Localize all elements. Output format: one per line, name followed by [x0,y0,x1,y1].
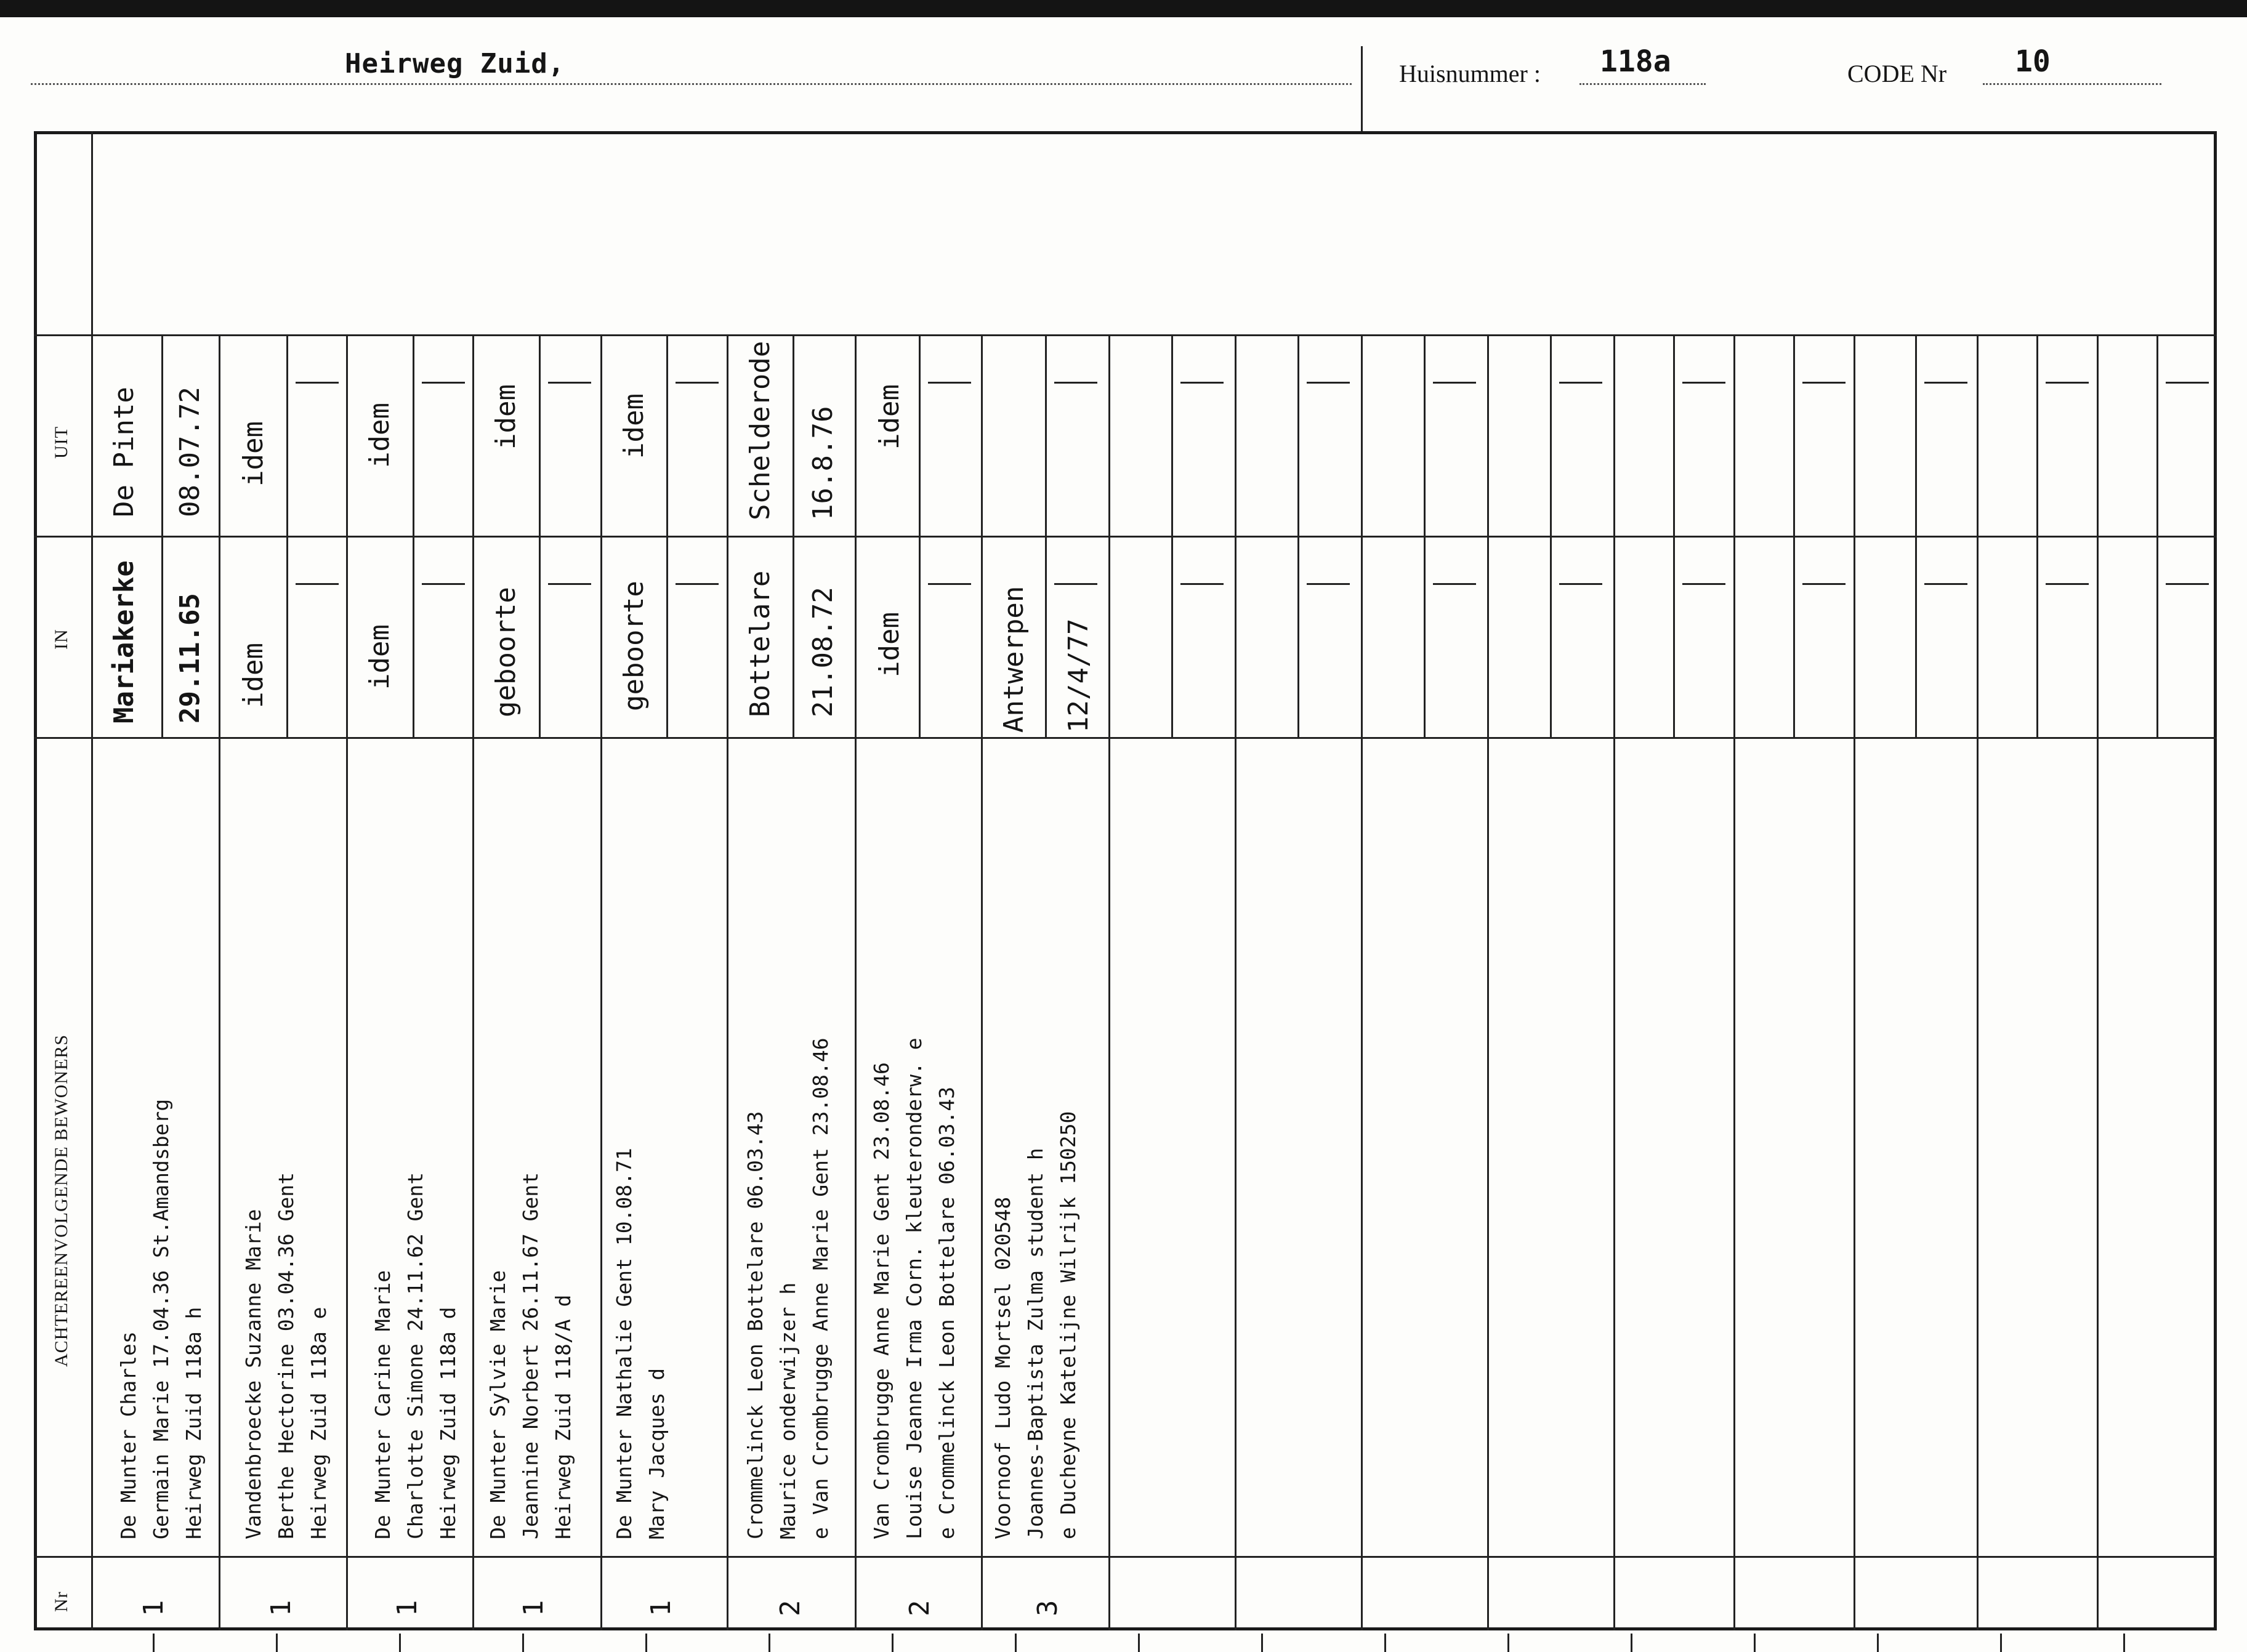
col-sep [1108,334,1110,1630]
empty-dash [1054,583,1097,585]
empty-dash [1682,382,1725,384]
resident-line: Louise Jeanne Irma Corn. kleuteronderw. e [902,1038,926,1539]
in-date: 12/4/77 [1063,618,1094,733]
sub-col-sep [919,334,921,737]
in-top-line [34,536,2217,538]
bottom-tick [768,1634,770,1652]
sub-col-sep [1550,334,1552,737]
col-sep [1733,334,1735,1630]
empty-dash [2166,382,2209,384]
resident-line: e Van Crombrugge Anne Marie Gent 23.08.46 [809,1038,833,1539]
nr-cell: 1 [138,1600,169,1616]
in-place: geboorte [618,581,650,711]
col-sep [1854,334,1855,1630]
sub-col-sep [1045,334,1047,737]
resident-line: De Munter Charles [116,1331,140,1539]
sub-col-sep [2036,334,2038,737]
sub-col-sep [1171,334,1173,737]
bottom-tick [2123,1634,2125,1652]
nr-cell: 1 [392,1600,423,1616]
resident-line: Heirweg Zuid 118a h [182,1307,206,1539]
bottom-tick [892,1634,894,1652]
resident-line: Joannes-Baptista Zulma student h [1023,1148,1047,1539]
empty-dash [1180,382,1224,384]
col-sep [346,334,348,1630]
col-sep [1235,334,1236,1630]
uit-place: De Pinte [108,387,140,517]
resident-line: Crommelinck Leon Bottelare 06.03.43 [743,1111,767,1539]
bottom-tick [1138,1634,1140,1652]
bottom-tick [522,1634,524,1652]
empty-dash [1433,583,1476,585]
resident-line: Heirweg Zuid 118/A d [551,1294,575,1539]
col-sep [2097,334,2099,1630]
street-dotted-line [31,83,1352,85]
bottom-tick [1261,1634,1263,1652]
nr-cell: 2 [775,1600,806,1616]
resident-line: Berthe Hectorine 03.04.36 Gent [274,1172,298,1539]
uit-place: idem [238,421,269,486]
in-column-label: IN [51,629,71,650]
sub-col-sep [2156,334,2158,737]
sub-col-sep [413,334,414,737]
empty-dash [296,583,339,585]
resident-line: De Munter Carine Marie [371,1270,395,1539]
empty-dash [676,382,719,384]
uit-place: idem [874,384,905,449]
resident-line: Maurice onderwijzer h [776,1282,800,1539]
empty-dash [548,382,591,384]
resident-line: Charlotte Simone 24.11.62 Gent [403,1172,427,1539]
col-sep [472,334,474,1630]
in-place: idem [364,624,395,690]
sub-col-sep [1297,334,1299,737]
empty-dash [1802,382,1846,384]
uit-column-label: UIT [51,426,71,459]
in-place: idem [238,643,269,708]
resident-line: De Munter Sylvie Marie [486,1270,510,1539]
nr-cell: 2 [904,1600,935,1616]
bottom-tick [1015,1634,1017,1652]
sub-col-sep [1793,334,1795,737]
empty-dash [1559,382,1602,384]
bottom-tick [1631,1634,1632,1652]
sub-col-sep [666,334,668,737]
street-name: Heirweg Zuid, [345,48,565,79]
resident-line: De Munter Nathalie Gent 10.08.71 [612,1148,636,1539]
empty-dash [1307,583,1350,585]
uit-date: 16.8.76 [807,406,839,520]
header-divider [1361,46,1363,131]
col-sep [219,334,220,1630]
empty-dash [928,583,971,585]
empty-dash [1924,382,1967,384]
nr-column-label: Nr [51,1591,71,1612]
sub-col-sep [793,334,794,737]
resident-line: Van Crombrugge Anne Marie Gent 23.08.46 [869,1062,894,1539]
sub-col-sep [161,334,163,737]
resident-line: Jeannine Norbert 26.11.67 Gent [518,1172,543,1539]
resident-line: Voornoof Ludo Mortsel 020548 [991,1196,1015,1539]
sub-col-sep [1424,334,1426,737]
col-sep [1361,334,1363,1630]
empty-dash [2046,583,2089,585]
empty-dash [1307,382,1350,384]
in-date: 21.08.72 [807,587,839,717]
nr-cell: 1 [518,1600,549,1616]
uit-place: Schelderode [744,340,776,520]
bottom-tick [1384,1634,1386,1652]
col-sep [855,334,857,1630]
uit-date: 08.07.72 [174,387,206,517]
top-edge [0,0,2247,17]
huisnummer-label: Huisnummer : [1399,60,1541,87]
in-place: idem [874,612,905,677]
huisnummer-dotted-line [1579,83,1706,85]
bewoners-top-line [34,737,2217,739]
uit-place: idem [364,403,395,468]
code-dotted-line [1983,83,2161,85]
col-sep [1613,334,1615,1630]
bottom-tick [645,1634,647,1652]
resident-line: Vandenbroecke Suzanne Marie [241,1209,265,1539]
bottom-tick [1507,1634,1509,1652]
empty-dash [2046,382,2089,384]
in-place: Bottelare [744,570,776,717]
empty-dash [548,583,591,585]
bottom-tick [1754,1634,1756,1652]
bottom-tick [399,1634,401,1652]
empty-dash [422,583,465,585]
bottom-tick [276,1634,278,1652]
code-label: CODE Nr [1847,60,1947,87]
col-sep [981,334,983,1630]
resident-line: Heirweg Zuid 118a e [307,1307,331,1539]
empty-dash [1682,583,1725,585]
bottom-tick [153,1634,155,1652]
empty-dash [296,382,339,384]
bewoners-column-label: ACHTEREENVOLGENDE BEWONERS [51,1034,71,1367]
resident-line: e Ducheyne Katelijne Wilrijk 150250 [1056,1111,1080,1539]
resident-line: Heirweg Zuid 118a d [436,1307,460,1539]
empty-dash [422,382,465,384]
nr-cell: 1 [645,1600,677,1616]
in-place: Mariakerke [108,560,140,723]
resident-line: Germain Marie 17.04.36 St.Amandsberg [149,1098,173,1539]
empty-dash [1054,382,1097,384]
empty-dash [1802,583,1846,585]
register-table [34,131,2217,1630]
huisnummer-value: 118a [1600,44,1671,79]
nr-cell: 1 [265,1600,297,1616]
in-date: 29.11.65 [174,593,206,723]
sub-col-sep [539,334,541,737]
empty-dash [928,382,971,384]
nr-top-line [34,1556,2217,1558]
col-sep [1487,334,1489,1630]
code-value: 10 [2015,44,2051,79]
sub-col-sep [1673,334,1675,737]
uit-top-line [34,334,2217,336]
uit-place: idem [618,393,650,459]
resident-line: Mary Jacques d [645,1368,669,1539]
col-sep [1977,334,1979,1630]
sub-col-sep [286,334,288,737]
resident-line: e Crommelinck Leon Bottelare 06.03.43 [935,1086,959,1539]
col-sep [600,334,602,1630]
empty-dash [1180,583,1224,585]
bottom-tick [2000,1634,2002,1652]
col-sep [727,334,728,1630]
empty-dash [2166,583,2209,585]
nr-cell: 3 [1032,1600,1063,1616]
sub-col-sep [1915,334,1917,737]
uit-place: idem [490,384,522,449]
empty-dash [1559,583,1602,585]
in-place: geboorte [490,587,522,717]
label-column-divider [91,131,93,1630]
empty-dash [1924,583,1967,585]
in-place: Antwerpen [998,586,1030,733]
bottom-tick [1877,1634,1879,1652]
empty-dash [676,583,719,585]
empty-dash [1433,382,1476,384]
